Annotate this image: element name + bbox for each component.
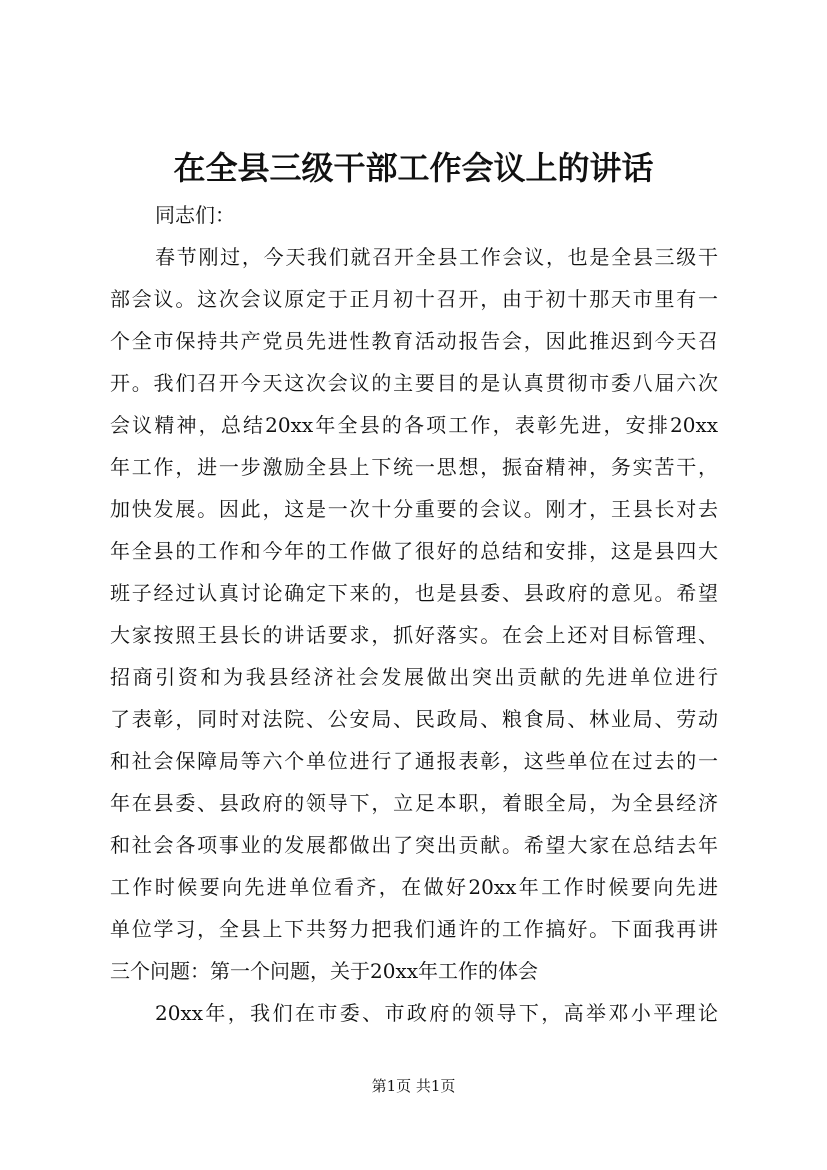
paragraph-line: 年工作，进一步激励全县上下统一思想，振奋精神，务实苦干， [110,455,718,479]
paragraph-line: 加快发展。因此，这是一次十分重要的会议。刚才，王县长对去 [110,497,718,521]
paragraph-line: 部会议。这次会议原定于正月初十召开，由于初十那天市里有一 [110,287,718,311]
paragraph-line: 开。我们召开今天这次会议的主要目的是认真贯彻市委八届六次 [110,371,718,395]
paragraph-line: 20xx年，我们在市委、市政府的领导下，高举邓小平理论 [155,1001,718,1025]
paragraph-line: 年在县委、县政府的领导下，立足本职，着眼全局，为全县经济 [110,791,718,815]
paragraph-line: 招商引资和为我县经济社会发展做出突出贡献的先进单位进行 [110,665,718,689]
paragraph-line: 三个问题：第一个问题，关于20xx年工作的体会 [110,959,539,983]
paragraph-line: 个全市保持共产党员先进性教育活动报告会，因此推迟到今天召 [110,329,718,353]
paragraph-line: 单位学习，全县上下共努力把我们通许的工作搞好。下面我再讲 [110,917,718,941]
document-title: 在全县三级干部工作会议上的讲话 [173,149,654,187]
paragraph-line: 和社会各项事业的发展都做出了突出贡献。希望大家在总结去年 [110,833,718,857]
paragraph-line: 年全县的工作和今年的工作做了很好的总结和安排，这是县四大 [110,539,718,563]
paragraph-line: 和社会保障局等六个单位进行了通报表彰，这些单位在过去的一 [110,749,718,773]
paragraph-line: 了表彰，同时对法院、公安局、民政局、粮食局、林业局、劳动 [110,707,718,731]
page-number: 第1页 共1页 [371,1077,456,1095]
paragraph-line: 大家按照王县长的讲话要求，抓好落实。在会上还对目标管理、 [110,623,718,647]
paragraph-line: 工作时候要向先进单位看齐，在做好20xx年工作时候要向先进 [110,875,718,899]
paragraph-line: 班子经过认真讨论确定下来的，也是县委、县政府的意见。希望 [110,581,718,605]
paragraph-line: 会议精神，总结20xx年全县的各项工作，表彰先进，安排20xx [110,413,718,437]
salutation: 同志们： [155,203,235,227]
paragraph-line: 春节刚过，今天我们就召开全县工作会议，也是全县三级干 [155,245,718,269]
